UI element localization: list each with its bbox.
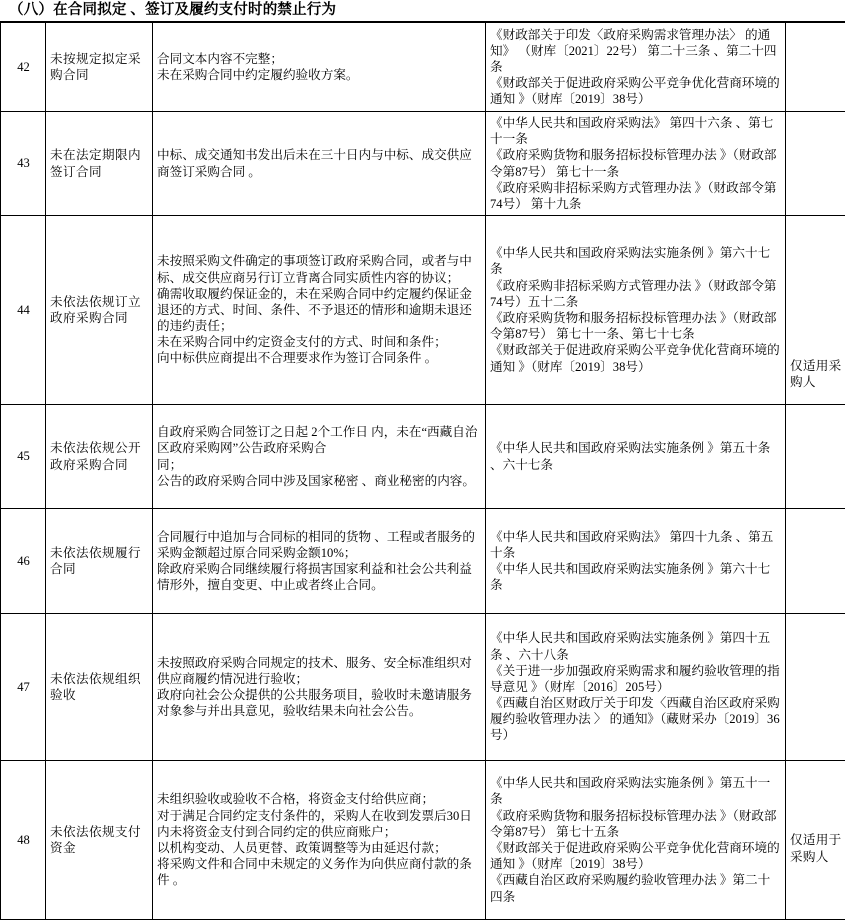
row-legal-basis <box>486 761 786 920</box>
row-behavior-title: 未依法依规组织验收 <box>46 614 153 761</box>
basis-line: 《中华人民共和国政府采购法实施条例 》第五十一条 <box>490 776 771 807</box>
basis-line: 《中华人民共和国政府采购法实施条例 》第四十五条 、六十八条 <box>490 631 771 662</box>
basis-line: 《政府采购货物和服务招标投标管理办法 》（财政部令第87号） 第七十一条、第七十七条 <box>490 311 777 342</box>
row-legal-basis <box>486 112 786 216</box>
basis-line: 《中华人民共和国政府采购法实施条例 》第五十条 、六十七条 <box>490 441 771 472</box>
row-description <box>153 112 486 216</box>
basis-line: 《中华人民共和国政府采购法》 第四十六条 、第七十一条 <box>490 115 774 147</box>
desc-line: 未组织验收或验收不合格，将资金支付给供应商； <box>157 792 435 807</box>
table-row <box>1 761 845 920</box>
row-remark: 仅适用采购人 <box>786 216 845 405</box>
row-description <box>153 614 486 761</box>
table-body <box>1 23 845 920</box>
row-remark <box>786 112 845 216</box>
row-legal-basis <box>486 405 786 509</box>
row-description <box>153 216 486 405</box>
basis-line: 《财政部关于促进政府采购公平竞争优化营商环境的通知 》（财库〔2019〕38号） <box>490 76 780 107</box>
row-behavior-title: 未依法依规订立政府采购合同 <box>46 216 153 405</box>
row-number: 45 <box>1 405 46 509</box>
table-row <box>1 509 845 614</box>
row-description <box>153 23 486 112</box>
basis-line: 《西藏自治区财政厅关于印发〈西藏自治区政府采购履约验收管理办法 〉 的通知》（藏财采办〔2019〕36 <box>490 696 780 727</box>
basis-line: 《政府采购货物和服务招标投标管理办法 》（财政部令第87号） 第七十五条 <box>490 808 777 839</box>
basis-line: 《政府采购货物和服务招标投标管理办法 》（财政部令第87号） 第七十一条 <box>490 148 777 179</box>
desc-line: 将采购文件和合同中未规定的义务作为向供应商付款的条件 。 <box>157 857 472 888</box>
table-row <box>1 216 845 405</box>
desc-line: 合同履行中追加与合同标的相同的货物 、工程或者服务的采购金额超过原合同采购金额10%； <box>157 529 475 560</box>
row-legal-basis <box>486 216 786 405</box>
table-row <box>1 23 845 112</box>
table-row <box>1 112 845 216</box>
row-number: 43 <box>1 112 46 216</box>
basis-line: 《关于进一步加强政府采购需求和履约验收管理的指导意见 》（财库〔2016〕205号） <box>490 663 780 694</box>
row-description <box>153 761 486 920</box>
desc-line: 未按照政府采购合同规定的技术、服务、安全标准组织对供应商履约情况进行验收； <box>157 655 472 686</box>
prohibited-behaviors-table <box>0 22 845 920</box>
basis-line: 《中华人民共和国政府采购法实施条例 》第六十七条 <box>490 246 771 277</box>
basis-line: 《政府采购非招标采购方式管理办法 》（财政部令第74号）五十二条 <box>490 278 777 309</box>
desc-line: 除政府采购合同继续履行将损害国家利益和社会公共利益情形外，擅自变更、中止或者终止合同。 <box>157 562 472 593</box>
basis-line: 《财政部关于印发〈政府采购需求管理办法〉 的通知》 （财库〔2021〕22号） 第二十三条 、第二十四条 <box>490 27 777 74</box>
basis-line: 《财政部关于促进政府采购公平竞争优化营商环境的通知 》（财库〔2019〕38号） <box>490 343 780 374</box>
section-heading: （八）在合同拟定 、签订及履约支付时的禁止行为 <box>0 0 845 22</box>
row-description <box>153 405 486 509</box>
basis-line: 《中华人民共和国政府采购法》 第四十九条 、第五十条 <box>490 529 774 560</box>
desc-line: 同； <box>157 457 183 472</box>
desc-line: 合同文本内容不完整； <box>157 51 283 66</box>
desc-line: 未在采购合同中约定履约验收方案。 <box>157 68 359 82</box>
basis-line: 《西藏自治区政府采购履约验收管理办法 》第二十四条 <box>490 873 771 904</box>
basis-line: 号） <box>490 728 516 743</box>
desc-line: 向中标供应商提出不合理要求作为签订合同条件 。 <box>157 351 438 366</box>
row-behavior-title: 未依法依规公开政府采购合同 <box>46 405 153 509</box>
desc-line: 政府向社会公众提供的公共服务项目，验收时未邀请服务对象参与并出具意见，验收结果未向社会公告。 <box>157 688 472 719</box>
desc-line: 未在采购合同中约定资金支付的方式、时间和条件； <box>157 335 447 350</box>
desc-line: 对于满足合同约定支付条件的，采购人在收到发票后30日内未将资金支付到合同约定的供应商账户； <box>157 808 472 839</box>
basis-line: 《中华人民共和国政府采购法实施条例 》第六十七条 <box>490 562 771 593</box>
row-description <box>153 509 486 614</box>
table-row <box>1 614 845 761</box>
row-number: 42 <box>1 23 46 112</box>
desc-line: 未按照采购文件确定的事项签订政府采购合同，或者与中标、成交供应商另行订立背离合同实质性内容的协议； <box>157 254 472 285</box>
basis-line: 《财政部关于促进政府采购公平竞争优化营商环境的通知 》（财库〔2019〕38号） <box>490 841 780 872</box>
desc-line: 确需收取履约保证金的，未在采购合同中约定履约保证金退还的方式、时间、条件、不予退还的情形和逾期未退还的违约责任； <box>157 286 472 334</box>
row-remark <box>786 23 845 112</box>
row-remark <box>786 405 845 509</box>
row-behavior-title: 未依法依规履行合同 <box>46 509 153 614</box>
desc-line: 自政府采购合同签订之日起 2个工作日 内，未在“西藏自治区政府采购网”公告政府采购合 <box>157 425 478 456</box>
row-remark: 仅适用于采购人 <box>786 761 845 920</box>
desc-line: 公告的政府采购合同中涉及国家秘密 、商业秘密的内容。 <box>157 473 475 488</box>
row-legal-basis <box>486 614 786 761</box>
row-behavior-title: 未按规定拟定采购合同 <box>46 23 153 112</box>
desc-line: 中标、成交通知书发出后未在三十日内与中标、成交供应商签订采购合同 。 <box>157 148 472 179</box>
row-number: 46 <box>1 509 46 614</box>
row-number: 44 <box>1 216 46 405</box>
row-remark <box>786 509 845 614</box>
row-legal-basis <box>486 23 786 112</box>
basis-line: 《政府采购非招标采购方式管理办法 》（财政部令第74号） 第十九条 <box>490 180 777 211</box>
row-behavior-title: 未依法依规支付资金 <box>46 761 153 920</box>
row-behavior-title: 未在法定期限内签订合同 <box>46 112 153 216</box>
desc-line: 以机构变动、人员更替、政策调整等为由延迟付款； <box>157 841 447 855</box>
row-remark <box>786 614 845 761</box>
table-row <box>1 405 845 509</box>
row-legal-basis <box>486 509 786 614</box>
row-number: 47 <box>1 614 46 761</box>
row-number: 48 <box>1 761 46 920</box>
